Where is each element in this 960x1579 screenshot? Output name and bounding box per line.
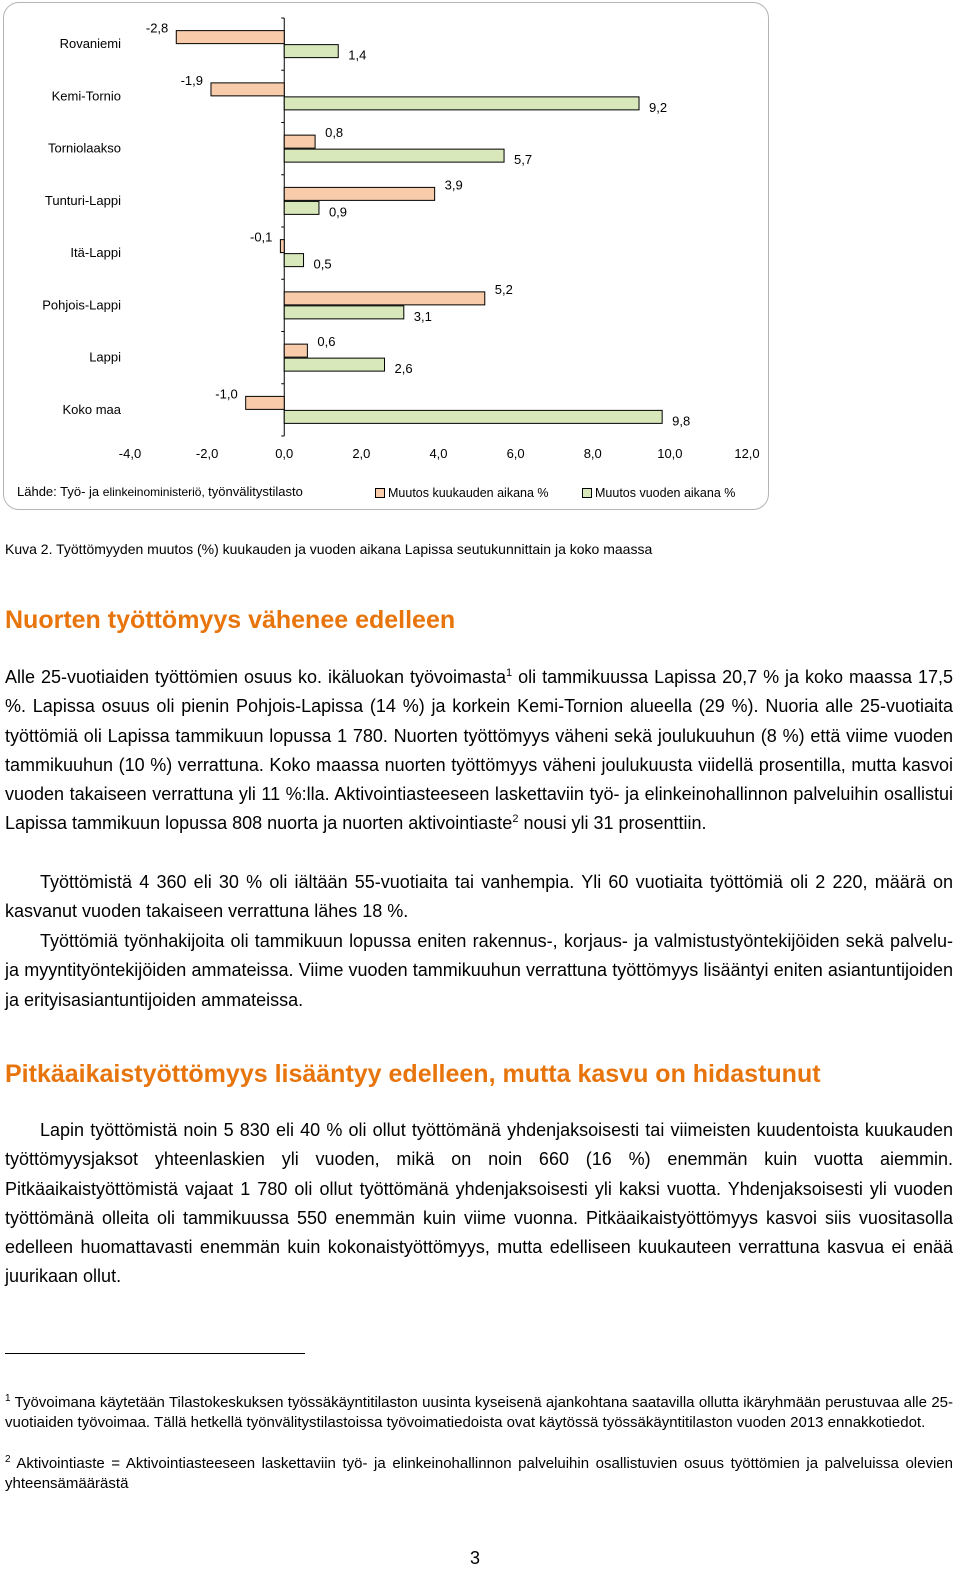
data-label: 5,2 xyxy=(494,281,513,297)
bar-year xyxy=(284,306,404,319)
category-label: Pohjois-Lappi xyxy=(42,297,121,313)
category-label: Torniolaakso xyxy=(48,140,121,156)
bar-month xyxy=(284,292,485,305)
category-label: Kemi-Tornio xyxy=(51,88,121,104)
data-label: 0,6 xyxy=(317,334,336,350)
footnote-ref-1[interactable]: 1 xyxy=(506,667,513,679)
category-label: Lappi xyxy=(89,349,121,365)
legend-item-year xyxy=(582,486,735,500)
data-label: 2,6 xyxy=(394,361,413,377)
bar-year xyxy=(284,149,504,162)
data-label: 0,9 xyxy=(328,204,348,220)
bar-year xyxy=(284,410,662,423)
bar-month xyxy=(280,240,284,253)
bar-year xyxy=(284,45,338,58)
legend-swatch-year xyxy=(582,488,592,498)
x-tick-label: 2,0 xyxy=(352,446,371,461)
bar-month xyxy=(246,396,285,409)
category-label: Rovaniemi xyxy=(59,36,121,52)
x-tick-label: 8,0 xyxy=(583,446,602,461)
section-heading-long-term: Pitkäaikaistyöttömyys lisääntyy edelleen, mutta kasvu on hidastunut xyxy=(5,1060,821,1088)
x-tick-label: 12,0 xyxy=(734,446,760,461)
data-label: 0,8 xyxy=(325,125,344,141)
x-tick-label: -4,0 xyxy=(118,446,142,461)
bar-chart xyxy=(3,2,769,510)
x-tick-label: 10,0 xyxy=(657,446,683,461)
x-tick-label: 0,0 xyxy=(275,446,294,461)
paragraph-long-term-unemployment: Lapin työttömistä noin 5 830 eli 40 % oli ollut työttömänä yhdenjaksoisesti tai viimeisten kuudentoista kuukauden työttömyysjaksot yhteenlaskien yli vuoden, mikä on noin 660 (16 %) enemmän kuin vuotta aiemmin. Pitkäaikaistyöttömistä vajaat 1 780 oli ollut työttömänä yhdenjaksoisesti yli kaksi vuotta. Yhdenjaksoisesti yli vuoden työttömänä olleita oli tammikuussa 550 enemmän kuin viime vuonna. Pitkäaikaistyöttömyys kasvoi siis vuositasolla edelleen huomattavasti enemmän kuin kokonaistyöttömyys, mutta edelliseen kuukauteen verrattuna kasvua ei enää juurikaan ollut. xyxy=(5,1120,953,1287)
footnote-ref-2[interactable]: 2 xyxy=(512,813,519,826)
legend-label-month: Muutos kuukauden aikana % xyxy=(388,486,549,500)
data-label: -1,9 xyxy=(180,72,203,88)
paragraph-youth-unemployment: Alle 25-vuotiaiden työttömien osuus ko. ikäluokan työvoimasta$^1$ oli tammikuussa Lapissa 20,7 % ja koko maassa 17,5 %. Lapissa osuus oli pienin Pohjois-Lapissa (14 %) ja korkein Kemi-Tornion alueella (29 %). Nuoria alle 25-vuotiaita työttömiä oli Lapissa tammikuun lopussa 1 780. Nuorten työttömyys väheni sekä joulukuuhun (8 %) että viime vuoden tammikuuhun (10 %) verrattuna. Koko maassa nuorten työttömyys väheni joulukuusta viidellä prosentilla, mutta kasvoi vuoden takaiseen verrattuna yli 11 %:lla. Aktivointiasteeseen laskettaviin työ- ja elinkeinohallinnon palveluihin osallistui Lapissa tammikuun lopussa 808 nuorta ja nuorten aktivointiaste$^2$ nousi yli 31 prosenttiin. xyxy=(5,667,953,834)
figure-caption: Kuva 2. Työttömyyden muutos (%) kuukauden ja vuoden aikana Lapissa seutukunnittain ja koko maassa xyxy=(5,541,653,557)
bar-month xyxy=(176,31,284,44)
footnote-2: $^2$ Aktivointiaste = Aktivointiasteeseen laskettaviin työ- ja elinkeinohallinnon palveluihin osallistuvien osuus työttömien ja palveluissa olevien yhteensämäärästä xyxy=(5,1454,953,1492)
x-tick-label: 4,0 xyxy=(429,446,448,461)
x-tick-label: 6,0 xyxy=(506,446,525,461)
category-label: Koko maa xyxy=(62,401,121,417)
x-tick-label: -2,0 xyxy=(195,446,219,461)
data-label: 9,8 xyxy=(672,413,691,429)
bar-month xyxy=(284,344,307,357)
data-label: 3,9 xyxy=(444,177,463,193)
legend-label-year: Muutos vuoden aikana % xyxy=(595,486,736,500)
legend-swatch-month xyxy=(375,488,385,498)
data-label: -2,8 xyxy=(145,20,169,36)
category-label: Itä-Lappi xyxy=(70,245,121,261)
data-label: 0,5 xyxy=(313,256,332,272)
bar-year xyxy=(284,358,384,371)
paragraph-older-unemployed: Työttömistä 4 360 eli 30 % oli iältään 55-vuotiaita tai vanhempia. Yli 60 vuotiaita työttömiä oli 2 220, määrä on kasvanut vuoden takaiseen verrattuna lähes 18 %. xyxy=(5,872,953,922)
section-heading-youth: Nuorten työttömyys vähenee edelleen xyxy=(5,606,456,634)
footnote-1: $^1$ Työvoimana käytetään Tilastokeskuksen työssäkäyntitilaston uusinta kyseisenä ajankohtana saatavilla ollutta ikäryhmään perustuvaa alle 25-vuotiaiden työvoimaa. Tällä hetkellä työnvälitystilastoissa työvoimatiedoista ovat käytössä työssäkäyntitilaston vuoden 2013 ennakkotiedot. xyxy=(5,1393,953,1431)
category-label: Tunturi-Lappi xyxy=(44,192,121,208)
data-label: 5,7 xyxy=(514,152,533,168)
footnote-separator xyxy=(5,1353,305,1354)
data-label: -0,1 xyxy=(249,229,273,245)
bar-year xyxy=(284,201,319,214)
legend-item-month xyxy=(375,486,549,500)
bar-year xyxy=(284,97,639,110)
chart-plot xyxy=(4,3,768,509)
chart-source-note: Lähde: Työ- ja elinkeinoministeriö, työnvälitystilasto xyxy=(17,484,303,499)
data-label: 9,2 xyxy=(649,99,668,115)
page-number: 3 xyxy=(470,1548,481,1568)
bar-year xyxy=(284,254,303,267)
bar-month xyxy=(284,187,434,200)
paragraph-occupations: Työttömiä työnhakijoita oli tammikuun lopussa eniten rakennus-, korjaus- ja valmistustyöntekijöiden sekä palvelu- ja myyntityöntekijöiden ammateissa. Viime vuoden tammikuuhun verrattuna työttömyys lisääntyi eniten asiantuntijoiden ja erityisasiantuntijoiden ammateissa. xyxy=(5,931,953,1010)
data-label: 1,4 xyxy=(348,47,367,63)
bar-month xyxy=(211,83,284,96)
data-label: -1,0 xyxy=(215,386,238,402)
data-label: 3,1 xyxy=(413,308,432,324)
bar-month xyxy=(284,135,315,148)
